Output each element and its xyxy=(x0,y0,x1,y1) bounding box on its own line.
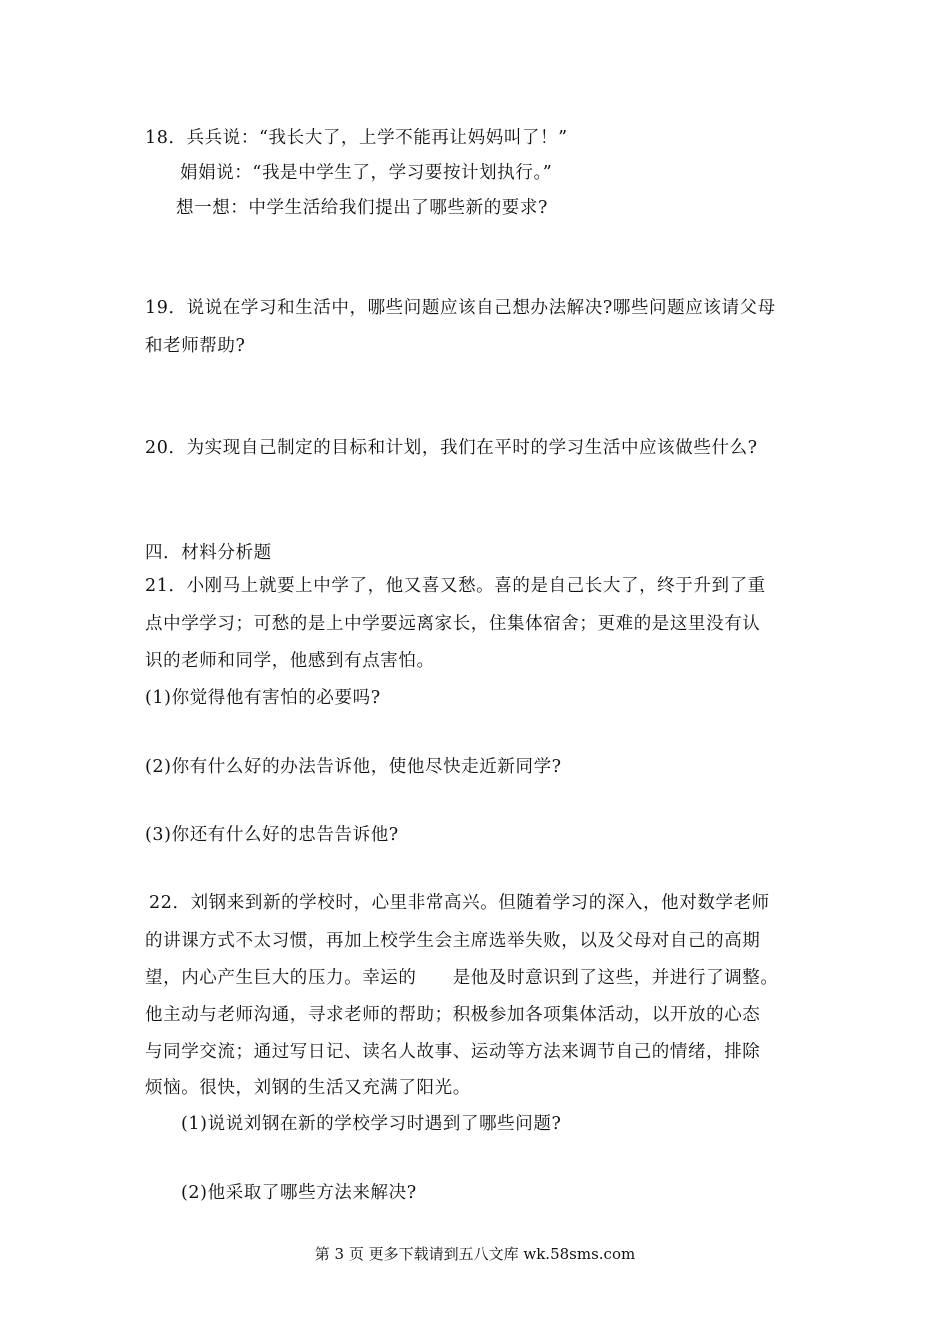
q22-sub-1: (1)说说刘钢在新的学校学习时遇到了哪些问题? xyxy=(181,1114,562,1134)
q22-line-6: 烦恼。很快，刘钢的生活又充满了阳光。 xyxy=(145,1078,471,1098)
q22-sub-2: (2)他采取了哪些方法来解决? xyxy=(181,1183,417,1203)
q21-line-2: 点中学学习；可愁的是上中学要远离家长，住集体宿舍；更难的是这里没有认 xyxy=(145,614,761,634)
q22-line-1: 22．刘钢来到新的学校时，心里非常高兴。但随着学习的深入，他对数学老师 xyxy=(149,893,770,913)
q19-line-1: 19．说说在学习和生活中，哪些问题应该自己想办法解决?哪些问题应该请父母 xyxy=(145,298,776,318)
q21-line-3: 识的老师和同学，他感到有点害怕。 xyxy=(145,651,435,671)
q18-line-3: 想一想：中学生活给我们提出了哪些新的要求? xyxy=(176,198,548,218)
q18-line-2: 娟娟说：“我是中学生了，学习要按计划执行。” xyxy=(180,163,553,183)
q21-sub-1: (1)你觉得他有害怕的必要吗? xyxy=(145,688,381,708)
q19-line-2: 和老师帮助? xyxy=(145,336,246,356)
page-footer: 第 3 页 更多下载请到五八文库 wk.58sms.com xyxy=(314,1245,636,1263)
q21-line-1: 21．小刚马上就要上中学了，他又喜又愁。喜的是自己长大了，终于升到了重 xyxy=(145,576,766,596)
q22-line-5: 与同学交流；通过写日记、读名人故事、运动等方法来调节自己的情绪，排除 xyxy=(145,1042,761,1062)
q22-line-3: 望，内心产生巨大的压力。幸运的 是他及时意识到了这些，并进行了调整。 xyxy=(145,968,779,988)
section-title: 四．材料分析题 xyxy=(145,543,272,563)
q22-line-4: 他主动与老师沟通，寻求老师的帮助；积极参加各项集体活动，以开放的心态 xyxy=(145,1005,761,1025)
q21-sub-2: (2)你有什么好的办法告诉他，使他尽快走近新同学? xyxy=(145,757,562,777)
q18-line-1: 18．兵兵说：“我长大了，上学不能再让妈妈叫了！” xyxy=(145,128,568,148)
q21-sub-3: (3)你还有什么好的忠告告诉他? xyxy=(145,825,399,845)
q20-line-1: 20．为实现自己制定的目标和计划，我们在平时的学习生活中应该做些什么? xyxy=(145,438,758,458)
q22-line-2: 的讲课方式不太习惯，再加上校学生会主席选举失败，以及父母对自己的高期 xyxy=(145,931,761,951)
